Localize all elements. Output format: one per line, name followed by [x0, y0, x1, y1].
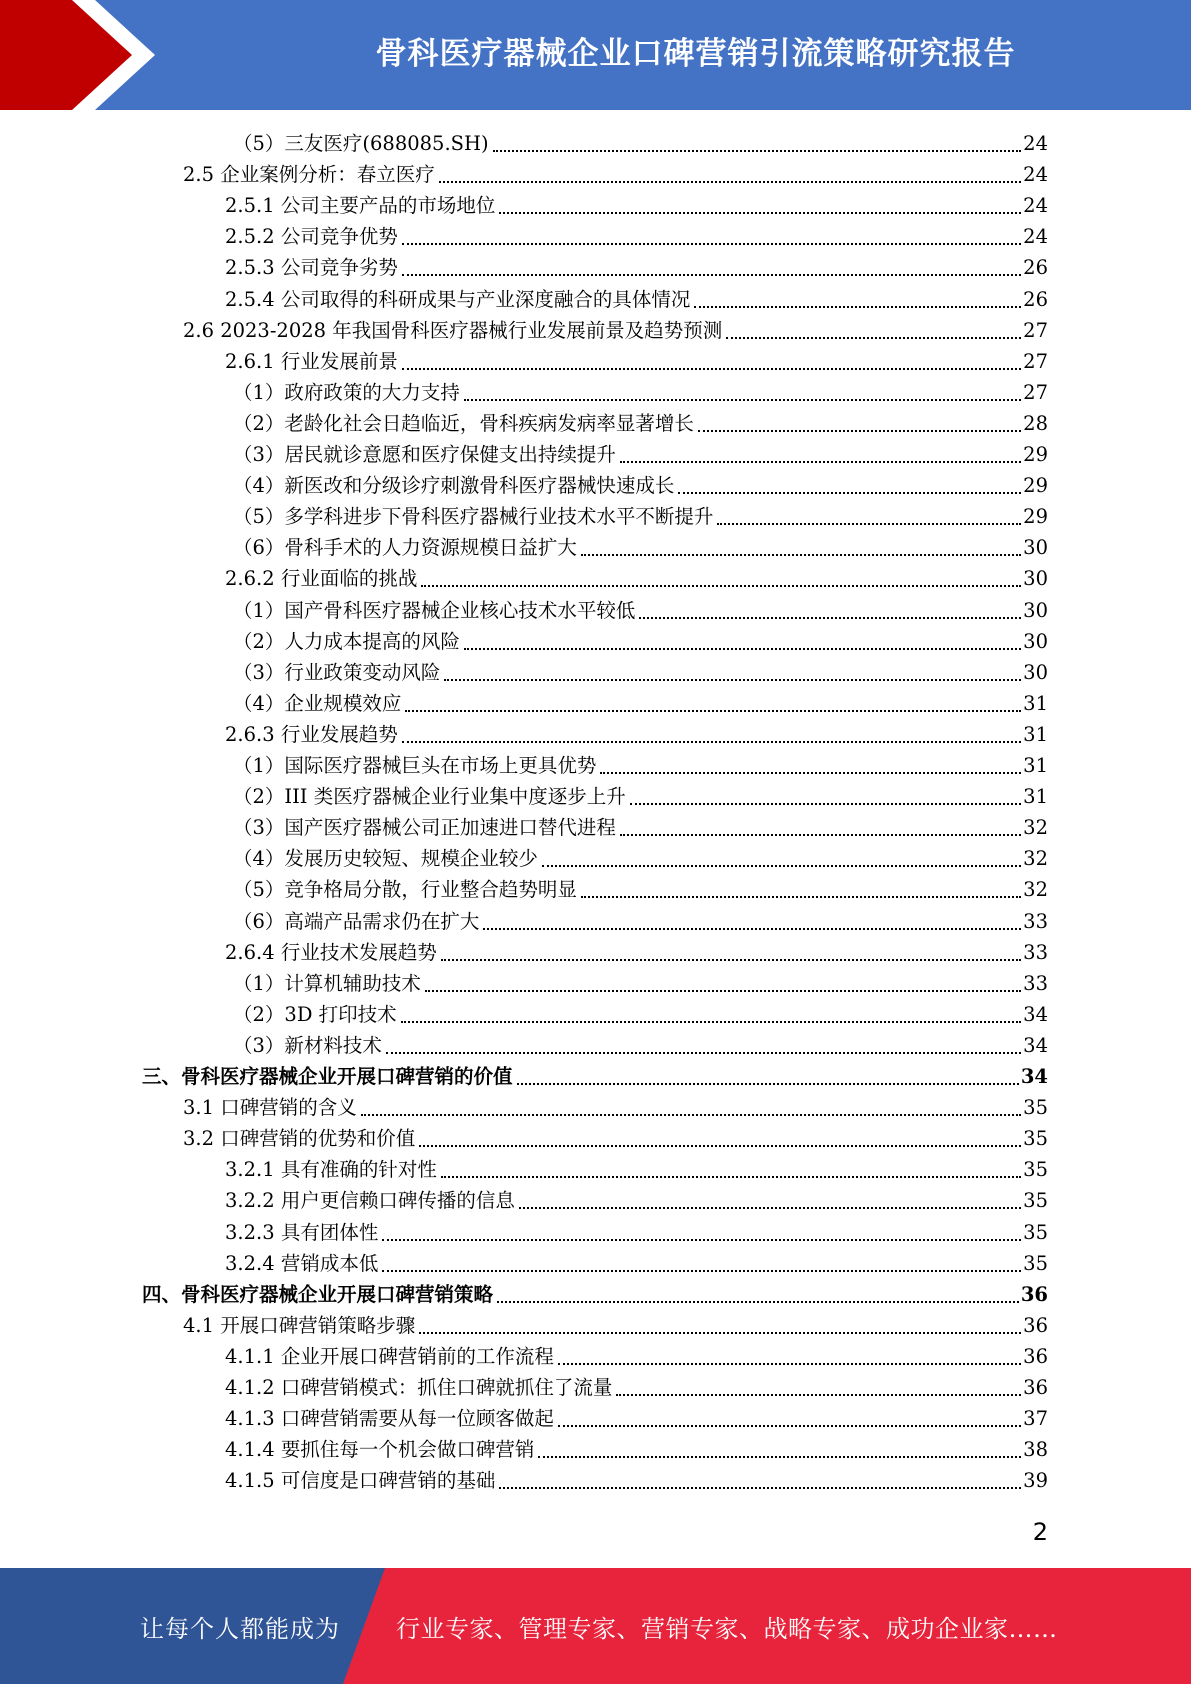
toc-dot-leader — [620, 834, 1021, 836]
toc-entry[interactable] — [183, 315, 1048, 346]
toc-entry-page: 31 — [1023, 722, 1048, 746]
toc-entry-page: 34 — [1020, 1065, 1048, 1088]
toc-dot-leader — [581, 554, 1021, 556]
toc-entry-page: 36 — [1020, 1282, 1048, 1306]
footer-slogan-right: 行业专家、管理专家、营销专家、战略专家、成功企业家…… — [396, 1614, 1058, 1643]
toc-dot-leader — [441, 1176, 1021, 1178]
toc-dot-leader — [419, 1145, 1021, 1147]
page-footer — [0, 1568, 1191, 1684]
toc-dot-leader — [499, 212, 1021, 214]
toc-entry-title: （1）政府政策的大力支持 — [233, 380, 460, 404]
toc-entry-page: 30 — [1023, 536, 1048, 560]
toc-dot-leader — [558, 1363, 1021, 1365]
toc-entry[interactable] — [233, 470, 1048, 501]
toc-entry-title: （2）III 类医疗器械企业行业集中度逐步上升 — [233, 785, 626, 809]
toc-dot-leader — [444, 679, 1021, 681]
toc-entry-title: 4.1.3 口碑营销需要从每一位顾客做起 — [225, 1407, 554, 1431]
toc-entry[interactable] — [225, 1248, 1048, 1279]
toc-entry-page: 26 — [1023, 256, 1048, 280]
toc-entry[interactable] — [183, 1092, 1048, 1123]
toc-dot-leader — [402, 368, 1021, 370]
toc-entry-page: 35 — [1023, 1096, 1048, 1120]
toc-entry-page: 30 — [1023, 629, 1048, 653]
toc-entry-title: 2.5.3 公司竞争劣势 — [225, 256, 398, 280]
toc-entry[interactable] — [225, 1465, 1048, 1496]
toc-entry[interactable] — [225, 1341, 1048, 1372]
toc-dot-leader — [600, 772, 1021, 774]
toc-entry-title: （4）企业规模效应 — [233, 691, 402, 715]
toc-entry-title: （5）竞争格局分散，行业整合趋势明显 — [233, 878, 577, 902]
toc-dot-leader — [698, 430, 1021, 432]
toc-dot-leader — [538, 1456, 1021, 1458]
toc-dot-leader — [464, 648, 1021, 650]
toc-entry-title: 四、骨科医疗器械企业开展口碑营销策略 — [142, 1282, 494, 1306]
toc-entry-page: 26 — [1023, 287, 1048, 311]
toc-entry-page: 32 — [1023, 847, 1048, 871]
toc-entry[interactable] — [225, 190, 1048, 221]
toc-entry-title: （6）高端产品需求仍在扩大 — [233, 909, 480, 933]
toc-entry[interactable] — [225, 1154, 1048, 1185]
toc-entry-page: 36 — [1023, 1344, 1048, 1368]
toc-entry-page: 36 — [1023, 1376, 1048, 1399]
toc-dot-leader — [558, 1425, 1021, 1427]
toc-entry-title: （4）发展历史较短、规模企业较少 — [233, 847, 538, 871]
toc-entry-title: 3.2.3 具有团体性 — [225, 1220, 379, 1244]
toc-entry-page: 31 — [1023, 691, 1048, 715]
toc-entry-title: 2.6 2023-2028 年我国骨科医疗器械行业发展前景及趋势预测 — [183, 318, 723, 342]
toc-entry[interactable] — [225, 1403, 1048, 1434]
toc-dot-leader — [386, 1052, 1021, 1054]
toc-entry-page: 32 — [1023, 816, 1048, 840]
toc-dot-leader — [717, 523, 1021, 525]
toc-entry-title: （3）居民就诊意愿和医疗保健支出持续提升 — [233, 443, 616, 466]
toc-entry-page: 27 — [1023, 380, 1048, 404]
toc-entry-page: 27 — [1023, 349, 1048, 373]
toc-entry[interactable] — [225, 221, 1048, 252]
toc-dot-leader — [402, 274, 1021, 276]
toc-dot-leader — [382, 1270, 1021, 1272]
toc-entry[interactable] — [233, 377, 1048, 408]
toc-entry[interactable] — [233, 999, 1048, 1030]
toc-entry-title: 3.2.2 用户更信赖口碑传播的信息 — [225, 1189, 515, 1213]
toc-entry-page: 31 — [1023, 754, 1048, 777]
toc-entry-title: （2）人力成本提高的风险 — [233, 629, 460, 653]
toc-entry-page: 30 — [1023, 598, 1048, 622]
toc-entry[interactable] — [225, 1434, 1048, 1465]
toc-entry-page: 39 — [1023, 1469, 1048, 1493]
toc-entry[interactable] — [233, 874, 1048, 905]
toc-entry-title: 2.5.1 公司主要产品的市场地位 — [225, 194, 496, 218]
report-header — [0, 0, 1191, 110]
toc-entry-title: （5）三友医疗(688085.SH) — [233, 132, 489, 155]
toc-entry-page: 27 — [1023, 318, 1048, 342]
toc-entry-page: 34 — [1023, 1002, 1048, 1026]
toc-dot-leader — [419, 1332, 1021, 1334]
toc-dot-leader — [630, 803, 1021, 805]
toc-dot-leader — [439, 181, 1021, 183]
toc-entry[interactable] — [233, 657, 1048, 688]
toc-entry-title: （1）国产骨科医疗器械企业核心技术水平较低 — [233, 598, 636, 622]
toc-dot-leader — [493, 150, 1022, 152]
toc-entry-title: 3.1 口碑营销的含义 — [183, 1096, 357, 1120]
toc-entry-page: 37 — [1023, 1407, 1048, 1431]
toc-dot-leader — [483, 928, 1021, 930]
toc-entry[interactable] — [233, 968, 1048, 999]
toc-entry-title: 2.5.4 公司取得的科研成果与产业深度融合的具体情况 — [225, 287, 691, 311]
toc-entry-title: 4.1.1 企业开展口碑营销前的工作流程 — [225, 1344, 554, 1368]
toc-entry[interactable] — [233, 501, 1048, 532]
toc-entry-title: 2.5 企业案例分析：春立医疗 — [183, 163, 435, 187]
toc-dot-leader — [402, 741, 1021, 743]
toc-entry-title: 三、骨科医疗器械企业开展口碑营销的价值 — [142, 1065, 513, 1088]
toc-entry-title: （1）计算机辅助技术 — [233, 971, 421, 995]
toc-entry[interactable] — [225, 1217, 1048, 1248]
toc-dot-leader — [405, 710, 1021, 712]
toc-entry[interactable] — [225, 346, 1048, 377]
toc-entry-page: 33 — [1023, 909, 1048, 933]
toc-entry-page: 35 — [1023, 1158, 1048, 1182]
toc-entry-title: 3.2.4 营销成本低 — [225, 1251, 379, 1275]
toc-entry[interactable] — [225, 252, 1048, 283]
toc-entry-title: （4）新医改和分级诊疗刺激骨科医疗器械快速成长 — [233, 474, 675, 498]
toc-dot-leader — [464, 399, 1021, 401]
toc-dot-leader — [361, 1114, 1021, 1116]
toc-entry-page: 24 — [1023, 132, 1048, 155]
toc-entry[interactable] — [225, 1372, 1048, 1403]
toc-entry-title: 2.6.1 行业发展前景 — [225, 349, 398, 373]
toc-entry-page: 35 — [1023, 1251, 1048, 1275]
toc-entry-page: 38 — [1023, 1438, 1048, 1462]
toc-entry-page: 34 — [1023, 1033, 1048, 1057]
toc-entry-title: 3.2 口碑营销的优势和价值 — [183, 1127, 416, 1151]
toc-entry-page: 31 — [1023, 785, 1048, 809]
toc-entry-title: （3）新材料技术 — [233, 1033, 382, 1057]
toc-entry[interactable] — [233, 781, 1048, 812]
page-number: 2 — [1032, 1518, 1048, 1546]
toc-entry-title: 4.1.4 要抓住每一个机会做口碑营销 — [225, 1438, 535, 1462]
toc-dot-leader — [401, 1021, 1022, 1023]
toc-entry[interactable] — [225, 719, 1048, 750]
toc-entry-title: 2.6.4 行业技术发展趋势 — [225, 940, 437, 964]
toc-entry-title: （3）国产医疗器械公司正加速进口替代进程 — [233, 816, 616, 840]
toc-entry[interactable] — [233, 595, 1048, 626]
toc-entry[interactable] — [233, 626, 1048, 657]
toc-dot-leader — [517, 1083, 1019, 1085]
toc-entry-page: 24 — [1023, 163, 1048, 187]
report-title: 骨科医疗器械企业口碑营销引流策略研究报告 — [375, 35, 1016, 72]
toc-entry-page: 30 — [1023, 567, 1048, 591]
toc-entry-page: 24 — [1023, 194, 1048, 218]
toc-entry-page: 29 — [1023, 443, 1048, 466]
toc-entry[interactable] — [225, 937, 1048, 968]
toc-dot-leader — [499, 1487, 1021, 1489]
toc-entry-title: （2）老龄化社会日趋临近，骨科疾病发病率显著增长 — [233, 411, 694, 435]
toc-dot-leader — [441, 959, 1021, 961]
toc-entry-title: （5）多学科进步下骨科医疗器械行业技术水平不断提升 — [233, 505, 714, 529]
toc-dot-leader — [639, 617, 1021, 619]
toc-dot-leader — [726, 337, 1021, 339]
toc-entry-title: （1）国际医疗器械巨头在市场上更具优势 — [233, 754, 597, 777]
toc-entry[interactable] — [225, 284, 1048, 315]
toc-entry[interactable] — [233, 128, 1048, 159]
toc-entry-page: 28 — [1023, 411, 1048, 435]
toc-entry[interactable] — [183, 1123, 1048, 1154]
toc-dot-leader — [425, 990, 1021, 992]
toc-entry-page: 33 — [1023, 971, 1048, 995]
toc-entry-title: 4.1.5 可信度是口碑营销的基础 — [225, 1469, 496, 1493]
toc-entry-page: 35 — [1023, 1189, 1048, 1213]
toc-entry[interactable] — [142, 1061, 1048, 1092]
toc-entry-page: 35 — [1023, 1127, 1048, 1151]
toc-dot-leader — [497, 1301, 1019, 1303]
toc-entry-title: 3.2.1 具有准确的针对性 — [225, 1158, 437, 1182]
toc-entry-title: 4.1 开展口碑营销策略步骤 — [183, 1313, 416, 1337]
toc-entry[interactable] — [233, 439, 1048, 470]
toc-dot-leader — [402, 243, 1021, 245]
toc-entry-page: 36 — [1023, 1313, 1048, 1337]
toc-entry-page: 35 — [1023, 1220, 1048, 1244]
toc-entry[interactable] — [233, 812, 1048, 843]
toc-entry[interactable] — [233, 843, 1048, 874]
toc-entry-title: 4.1.2 口碑营销模式：抓住口碑就抓住了流量 — [225, 1376, 613, 1399]
toc-entry[interactable] — [233, 408, 1048, 439]
toc-entry-title: （2）3D 打印技术 — [233, 1002, 397, 1026]
toc-dot-leader — [616, 1394, 1021, 1396]
toc-entry-title: 2.6.2 行业面临的挑战 — [225, 567, 418, 591]
toc-entry-title: 2.5.2 公司竞争优势 — [225, 225, 398, 249]
toc-dot-leader — [382, 1239, 1021, 1241]
toc-entry-page: 30 — [1023, 660, 1048, 684]
toc-entry-title: 2.6.3 行业发展趋势 — [225, 722, 398, 746]
toc-dot-leader — [678, 492, 1021, 494]
toc-entry[interactable] — [183, 1310, 1048, 1341]
toc-entry[interactable] — [233, 750, 1048, 781]
toc-dot-leader — [519, 1207, 1021, 1209]
toc-dot-leader — [581, 896, 1021, 898]
toc-entry[interactable] — [183, 159, 1048, 190]
toc-dot-leader — [421, 585, 1021, 587]
toc-entry-page: 29 — [1023, 505, 1048, 529]
toc-entry-title: （6）骨科手术的人力资源规模日益扩大 — [233, 536, 577, 560]
toc-entry[interactable] — [225, 1185, 1048, 1216]
toc-entry-page: 32 — [1023, 878, 1048, 902]
toc-entry-page: 24 — [1023, 225, 1048, 249]
toc-entry[interactable] — [233, 1030, 1048, 1061]
toc-entry[interactable] — [233, 688, 1048, 719]
footer-slogan-left: 让每个人都能成为 — [140, 1614, 340, 1643]
toc-entry[interactable] — [225, 563, 1048, 594]
toc-entry-title: （3）行业政策变动风险 — [233, 660, 441, 684]
toc-dot-leader — [694, 306, 1021, 308]
toc-entry-page: 29 — [1023, 474, 1048, 498]
toc-dot-leader — [542, 865, 1021, 867]
toc-dot-leader — [620, 461, 1021, 463]
toc-entry[interactable] — [233, 532, 1048, 563]
toc-entry[interactable] — [233, 906, 1048, 937]
toc-entry-page: 33 — [1023, 940, 1048, 964]
toc-entry[interactable] — [142, 1279, 1048, 1310]
